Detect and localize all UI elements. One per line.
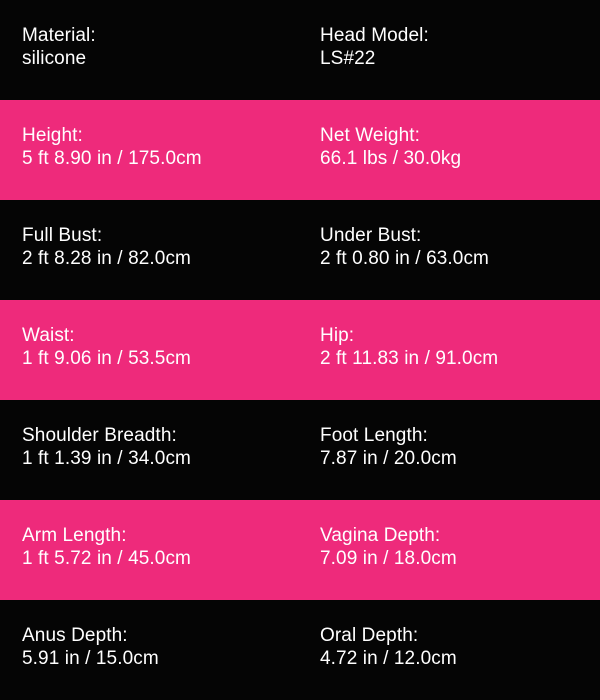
hip-label: Hip: [320, 325, 355, 346]
waist-value: 1 ft 9.06 in / 53.5cm [22, 348, 191, 369]
spec-row-material-headmodel [0, 0, 600, 100]
spec-row-shoulder-foot [0, 400, 600, 500]
foot-length-cell [320, 400, 600, 500]
vagina-depth-cell [320, 500, 600, 600]
material-value: silicone [22, 48, 87, 69]
height-cell [0, 100, 320, 200]
full-bust-cell [0, 200, 320, 300]
material-label: Material: [22, 25, 96, 46]
oral-depth-cell [320, 600, 600, 700]
arm-length-cell [0, 500, 320, 600]
head-model-cell [320, 0, 600, 100]
vagina-depth-value: 7.09 in / 18.0cm [320, 548, 457, 569]
shoulder-breadth-cell [0, 400, 320, 500]
oral-depth-label: Oral Depth: [320, 625, 419, 646]
material-cell [0, 0, 320, 100]
head-model-value: LS#22 [320, 48, 376, 69]
hip-cell [320, 300, 600, 400]
foot-length-label: Foot Length: [320, 425, 428, 446]
under-bust-label: Under Bust: [320, 225, 422, 246]
under-bust-cell [320, 200, 600, 300]
height-value: 5 ft 8.90 in / 175.0cm [22, 148, 202, 169]
foot-length-value: 7.87 in / 20.0cm [320, 448, 457, 469]
full-bust-value: 2 ft 8.28 in / 82.0cm [22, 248, 191, 269]
shoulder-breadth-label: Shoulder Breadth: [22, 425, 177, 446]
anus-depth-label: Anus Depth: [22, 625, 128, 646]
arm-length-label: Arm Length: [22, 525, 127, 546]
anus-depth-cell [0, 600, 320, 700]
spec-row-anus-oral [0, 600, 600, 700]
spec-row-fullbust-underbust [0, 200, 600, 300]
oral-depth-value: 4.72 in / 12.0cm [320, 648, 457, 669]
full-bust-label: Full Bust: [22, 225, 103, 246]
head-model-label: Head Model: [320, 25, 429, 46]
net-weight-value: 66.1 lbs / 30.0kg [320, 148, 462, 169]
spec-row-waist-hip [0, 300, 600, 400]
net-weight-cell [320, 100, 600, 200]
vagina-depth-label: Vagina Depth: [320, 525, 441, 546]
arm-length-value: 1 ft 5.72 in / 45.0cm [22, 548, 191, 569]
spec-row-height-netweight [0, 100, 600, 200]
net-weight-label: Net Weight: [320, 125, 421, 146]
height-label: Height: [22, 125, 83, 146]
anus-depth-value: 5.91 in / 15.0cm [22, 648, 159, 669]
spec-row-arm-vagina [0, 500, 600, 600]
hip-value: 2 ft 11.83 in / 91.0cm [320, 348, 499, 369]
under-bust-value: 2 ft 0.80 in / 63.0cm [320, 248, 489, 269]
shoulder-breadth-value: 1 ft 1.39 in / 34.0cm [22, 448, 191, 469]
waist-cell [0, 300, 320, 400]
waist-label: Waist: [22, 325, 75, 346]
